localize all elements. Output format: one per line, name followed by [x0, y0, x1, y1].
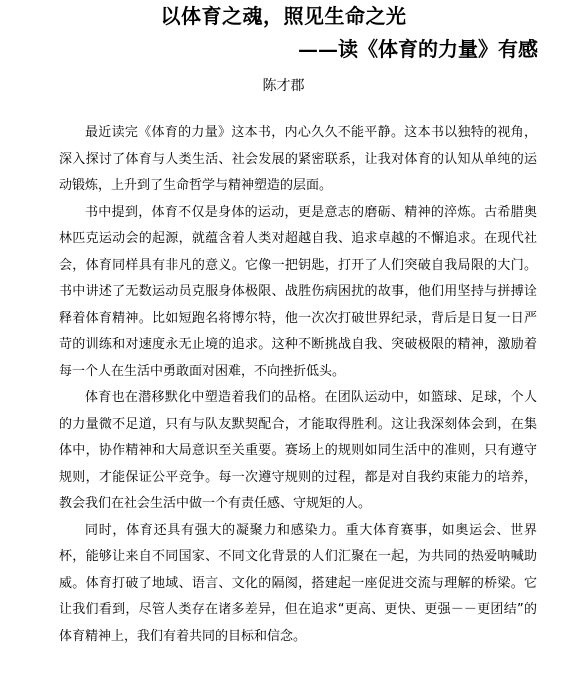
document-title: 以体育之魂，照见生命之光: [160, 4, 407, 28]
paragraph-4: 同时，体育还具有强大的凝聚力和感染力。重大体育赛事，如奥运会、世界杯，能够让来自不同国家、不同文化背景的人们汇聚在一起，为共同的热爱呐喊助威。体育打破了地域、语言、文化的隔阂，搭建起一座促进交流与理解的桥梁。它让我们看到，尽管人类存在诸多差异，但在追求“更高、更快、更强－－更团结”的体育精神上，我们有着共同的目标和信念。: [59, 522, 537, 644]
document-subtitle: ——读《体育的力量》有感: [298, 37, 538, 61]
paragraph-3: 体育也在潜移默化中塑造着我们的品格。在团队运动中，如篮球、足球，个人的力量微不足道，只有与队友默契配合，才能取得胜利。这让我深刻体会到，在集体中，协作精神和大局意识至关重要。赛场上的规则如同生活中的准则，只有遵守规则，才能保证公平竞争。每一次遵守规则的过程，都是对自我约束能力的培养，教会我们在社会生活中做一个有责任感、守规矩的人。: [59, 390, 537, 511]
document-body: [59, 120, 537, 650]
author-name: 陈才郡: [262, 78, 305, 94]
paragraph-1: 最近读完《体育的力量》这本书，内心久久不能平静。这本书以独特的视角，深入探讨了体育与人类生活、社会发展的紧密联系，让我对体育的认知从单纯的运动锻炼，上升到了生命哲学与精神塑造的层面。: [59, 125, 537, 193]
paragraph-2: 书中提到，体育不仅是身体的运动，更是意志的磨砺、精神的淬炼。古希腊奥林匹克运动会的起源，就蕴含着人类对超越自我、追求卓越的不懈追求。在现代社会，体育同样具有非凡的意义。它像一把钥匙，打开了人们突破自我局限的大门。书中讲述了无数运动员克服身体极限、战胜伤病困扰的故事，他们用坚持与拼搏诠释着体育精神。比如短跑名将博尔特，他一次次打破世界纪录，背后是日复一日严苛的训练和对速度永无止境的追求。这种不断挑战自我、突破极限的精神，激励着每一个人在生活中勇敢面对困难，不向挫折低头。: [59, 204, 537, 379]
